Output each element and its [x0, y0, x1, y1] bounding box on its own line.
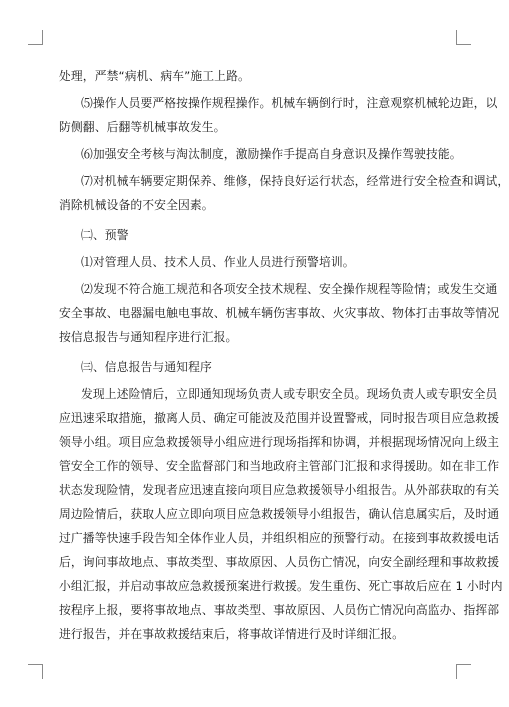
text-line: 按信息报告与通知程序进行汇报。 [59, 330, 238, 344]
page-corner-mark-bottom-left [28, 664, 43, 679]
list-item-2: ⑵发现不符合施工规范和各项安全技术规程、安全操作规程等险情；或发生交通 [81, 282, 498, 296]
text-line: 过广播等快速手段告知全体作业人员，并组织相应的预警行动。在接到事故救援电话 [59, 531, 500, 545]
list-item-6: ⑹加强安全考核与淘汰制度，激励操作手提高自身意识及操作驾驶技能。 [81, 147, 462, 161]
text-line: 领导小组。项目应急救援领导小组应进行现场指挥和协调，并根据现场情况向上级主 [59, 435, 500, 449]
page-corner-mark-top-left [28, 30, 43, 45]
text-line: 状态发现险情，发现者应迅速直接向项目应急救援领导小组报告。从外部获取的有关 [59, 483, 500, 497]
text-line: 后，询问事故地点、事故类型、事故原因、人员伤亡情况，向安全副经理和事故救援 [59, 555, 500, 569]
text-line: 消除机械设备的不安全因素。 [59, 198, 214, 212]
list-item-5: ⑸操作人员要严格按操作规程操作。机械车辆倒行时，注意观察机械轮边距，以 [81, 96, 498, 110]
text-line: 应迅速采取措施，撤离人员、确定可能波及范围并设置警戒，同时报告项目应急救援 [59, 411, 500, 425]
page-corner-mark-bottom-right [456, 664, 471, 679]
page-corner-mark-top-right [456, 30, 471, 45]
list-item-1: ⑴对管理人员、技术人员、作业人员进行预警培训。 [81, 255, 355, 269]
text-line: 小组汇报，并启动事故应急救援预案进行救援。发生重伤、死亡事故后应在 1 小时内 [59, 579, 503, 593]
document-body [59, 64, 509, 646]
list-item-7: ⑺对机械车辆要定期保养、维修，保持良好运行状态，经常进行安全检查和调试， [81, 174, 509, 188]
text-line: 管安全工作的领导、安全监督部门和当地政府主管部门汇报和求得援助。如在非工作 [59, 459, 500, 473]
paragraph-start: 发现上述险情后，立即通知现场负责人或专职安全员。现场负责人或专职安全员 [81, 387, 498, 401]
text-line: 周边险情后，获取人应立即向项目应急救援领导小组报告，确认信息属实后，及时通 [59, 507, 500, 521]
text-line: 处理，严禁“病机、病车”施工上路。 [59, 69, 250, 83]
text-line: 防侧翻、后翻等机械事故发生。 [59, 120, 226, 134]
text-line: 安全事故、电器漏电触电事故、机械车辆伤害事故、火灾事故、物体打击事故等情况 [59, 306, 500, 320]
section-heading-reporting: ㈢、信息报告与通知程序 [81, 360, 212, 374]
text-line: 进行报告，并在事故救援结束后，将事故详情进行及时详细汇报。 [59, 627, 405, 641]
section-heading-warning: ㈡、预警 [81, 228, 129, 242]
text-line: 按程序上报，要将事故地点、事故类型、事故原因、人员伤亡情况向高监办、指挥部 [59, 603, 500, 617]
